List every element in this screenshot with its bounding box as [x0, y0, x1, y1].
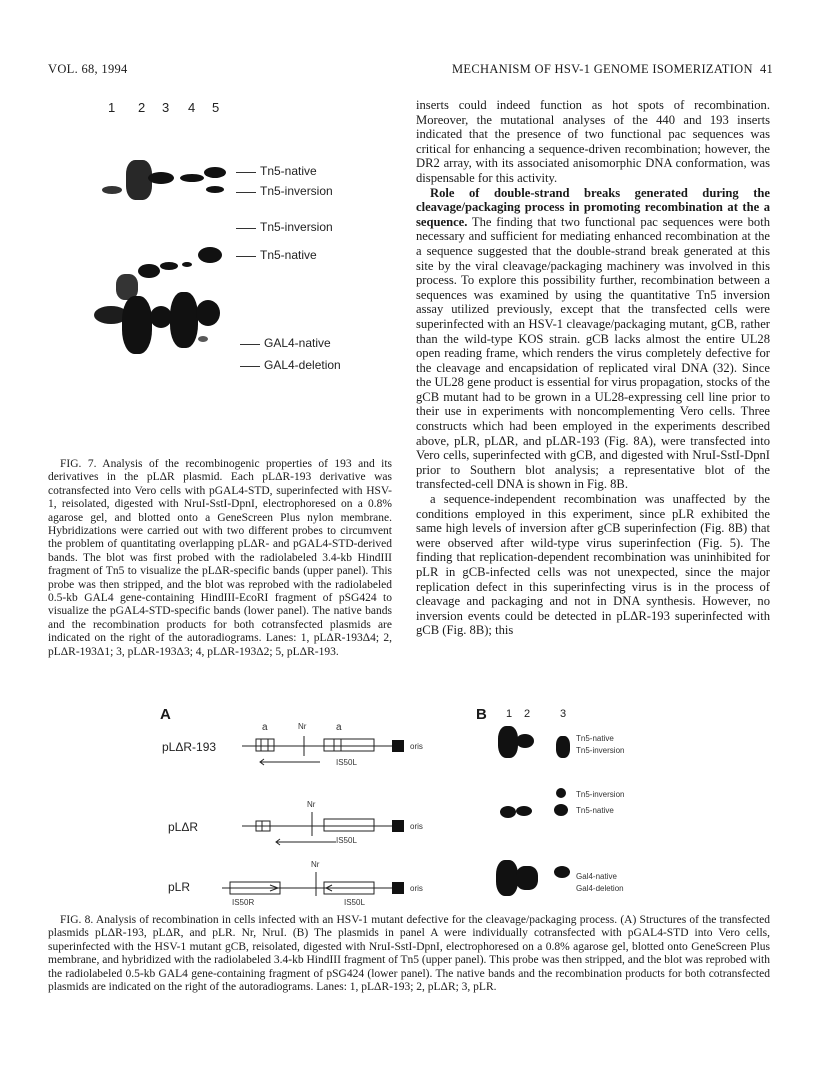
fig8-panel-b-letter: B [476, 706, 487, 723]
paragraph-2 [416, 186, 770, 492]
gel-band [516, 734, 534, 748]
fig7-label-tick [240, 366, 260, 367]
construct-label-pldr: pLΔR [168, 820, 199, 834]
construct-label-plr: pLR [168, 880, 191, 894]
fig8-constructs-diagram [160, 708, 450, 908]
fig7-label-tick [240, 344, 260, 345]
gel-band [138, 264, 160, 278]
gel-band [182, 262, 192, 267]
gel-band [204, 167, 226, 178]
gel-band [180, 174, 204, 182]
is50l-label: IS50L [336, 836, 357, 845]
fig8-label-tn5-inversion-1: Tn5-inversion [576, 746, 625, 755]
paragraph-3: a sequence-independent recombination was unaffected by the conditions employed in this experiment, since pLR exhibited the same high levels of inversion after gCB superinfection (Fig. 8B) that were observed after wild-type virus superinfection (Fig. 5). The finding that replication-dependent recombination was uninhibited for pLR in gCB-infected cells was not unexpected, since the major replication defect in this superinfecting virus is in the process of cleavage and packaging and not in DNA synthesis. However, no inversion events could be detected in pLΔR-193 superinfected with gCB (Fig. 8B); this [416, 492, 770, 638]
gel-band [102, 186, 122, 194]
gel-band [516, 866, 538, 890]
fig7-label-gal4-native: GAL4-native [264, 336, 331, 350]
is50r-label: IS50R [232, 898, 255, 907]
fig7-caption-label: FIG. 7. [60, 458, 97, 470]
fig8-lane-1: 1 [506, 708, 513, 720]
gel-band [198, 336, 208, 342]
fig7-label-tn5-inversion-mid: Tn5-inversion [260, 220, 333, 234]
nrui-site-label: Nr [307, 800, 316, 809]
gel-band [496, 860, 518, 896]
fig8-lane-3: 3 [560, 708, 567, 720]
fig7-label-tn5-native-mid: Tn5-native [260, 248, 317, 262]
fig8-label-gal4-native: Gal4-native [576, 872, 617, 881]
fig7-lane-5: 5 [212, 100, 220, 115]
gel-band [556, 788, 566, 798]
fig7-label-tick [236, 256, 256, 257]
fig8-caption-text: Analysis of recombination in cells infected with an HSV-1 mutant defective for the cleavage/packaging process. (A) Structures of the transfected plasmids pLΔR-193, pLΔR, and pLR. Nr, NruI. (B) The plasmids in panel A were individually cotransfected with pGAL4-STD into Vero cells, superinfected with the HSV-1 mutant gCB, reisolated, digested with NruI-SstI-DpnI, electrophoresed on a 0.8% agarose gel, blotted onto GeneScreen Plus membrane, and hybridized with the radiolabeled 3.4-kb HindIII fragment of Tn5 (upper panel). This probe was then stripped, and the blot was reprobed with the radiolabeled 0.5-kb GAL4 gene-containing fragment of pSG424 (lower panel). The native bands and the recombination products for both cotransfected plasmids are indicated on the right of the autoradiograms. Lanes: 1, pLΔR-193; 2, pLΔR; 3, pLR. [48, 914, 770, 994]
fig7-label-tick [236, 192, 256, 193]
running-header-title: MECHANISM OF HSV-1 GENOME ISOMERIZATION [452, 62, 753, 76]
construct-label-pldr193: pLΔR-193 [162, 740, 217, 754]
oris-label: oris [410, 884, 423, 893]
paragraph-1: inserts could indeed function as hot spots of recombination. Moreover, the mutational analyses of the 440 and 193 inserts indicated that the presence of two functional pac sequences was critical for enhancing a sequence-driven recombination; however, the DR2 array, with its associated anisomorphic DNA conformation, was dispensable for this activity. [416, 98, 770, 185]
fig7-label-tick [236, 172, 256, 173]
gel-band [498, 726, 518, 758]
fig7-label-tick [236, 228, 256, 229]
gel-band [554, 804, 568, 816]
gel-band [554, 866, 570, 878]
gel-band [170, 292, 198, 348]
fig7-caption [48, 458, 392, 659]
fig7-lane-1: 1 [108, 100, 116, 115]
gel-band [516, 806, 532, 816]
fig8-label-tn5-inversion-2: Tn5-inversion [576, 790, 625, 799]
fig7-lane-3: 3 [162, 100, 170, 115]
gel-band [122, 296, 152, 354]
fig7-caption-text: Analysis of the recombinogenic properties of 193 and its derivatives in the pLΔR plasmid. Each pLΔR-193 derivative was cotransfected into Vero cells with pGAL4-STD, superinfected with HSV-1, reisolated, digested with NruI-SstI-DpnI, electrophoresed on a 0.8% agarose gel, and blotted onto a GeneScreen Plus nylon membrane. Hybridizations were carried out with two different probes to circumvent the problem of quantitating overlapping pLΔR- and pGAL4-STD-derived bands. The blot was first probed with the radiolabeled 3.4-kb HindIII fragment of Tn5 to visualize the pLΔR-specific bands (upper panel). This probe was then stripped, and the blot was reprobed with the radiolabeled 0.5-kb GAL4 gene-containing HindIII-EcoRI fragment of pSG424 to visualize the pGAL4-STD-specific bands (lower panel). The native bands and the recombination products for both cotransfected plasmids are indicated on the right of the autoradiograms. Lanes: 1, pLΔR-193Δ4; 2, pLΔR-193Δ1; 3, pLΔR-193Δ3; 4, pLΔR-193Δ2; 5, pLΔR-193. [48, 458, 392, 658]
fig8-lane-2: 2 [524, 708, 531, 720]
fig7-gel-image [88, 100, 408, 405]
fig8-panel-a-letter: A [160, 706, 171, 723]
is50l-label: IS50L [344, 898, 365, 907]
right-column-text [416, 98, 770, 638]
running-header-volume: VOL. 68, 1994 [48, 62, 128, 76]
section-heading: Role of double-strand breaks generated during the cleavage/packaging process in promoting recombination at the a sequence. [416, 185, 770, 229]
page-number: 41 [760, 62, 774, 76]
fig8-caption-label: FIG. 8. [60, 914, 94, 926]
a-sequence-label: a [262, 722, 268, 733]
fig8-label-tn5-native-1: Tn5-native [576, 734, 614, 743]
fig8-panel-b [476, 708, 696, 908]
is50l-label: IS50L [336, 758, 357, 767]
gel-band [150, 306, 172, 328]
a-sequence-label: a [336, 722, 342, 733]
fig8-caption [48, 914, 770, 994]
gel-band [206, 186, 224, 193]
fig8-label-tn5-native-2: Tn5-native [576, 806, 614, 815]
oris-label: oris [410, 742, 423, 751]
fig7-label-tn5-inversion-top: Tn5-inversion [260, 184, 333, 198]
nrui-site-label: Nr [298, 722, 307, 731]
paragraph-2-body: The finding that two functional pac sequences were both necessary and sufficient for mediating enhanced recombination at the a sequence suggested that the double-strand break generated at this site by the viral cleavage/packaging machinery was involved in this process. To explore this possibility further, recombination between a sequences was examined by using the quantitative Tn5 inversion assay utilized previously, except that the transfected cells were superinfected with an HSV-1 cleavage/packaging mutant, gCB, rather than the wild-type KOS strain. gCB lacks almost the entire UL28 open reading frame, which renders the virus completely defective for the cleavage and encapsidation of replicated viral DNA (32). Since the UL28 gene product is essential for virus propagation, stocks of the gCB mutant had to be grown in a UL28-expressing cell line prior to their use in experiments with noncomplementing Vero cells. Three constructs which had been employed in the experiments described above, pLR, pLΔR, and pLΔR-193 (Fig. 8A), were transfected into Vero cells, superinfected with gCB, and digested with NruI-SstI-DpnI prior to Southern blot analysis; a representative blot of the transfected-cell DNA is shown in Fig. 8B. [416, 214, 770, 492]
nrui-site-label: Nr [311, 860, 320, 869]
gel-band [148, 172, 174, 184]
fig7-lane-2: 2 [138, 100, 146, 115]
fig7-lane-4: 4 [188, 100, 196, 115]
gel-band [198, 247, 222, 263]
gel-band [160, 262, 178, 270]
gel-band [196, 300, 220, 326]
fig7-label-gal4-deletion: GAL4-deletion [264, 358, 341, 372]
gel-band [556, 736, 570, 758]
fig8-label-gal4-deletion: Gal4-deletion [576, 884, 624, 893]
fig8-panel-a [160, 708, 450, 908]
oris-label: oris [410, 822, 423, 831]
gel-band [500, 806, 516, 818]
fig7-label-tn5-native-top: Tn5-native [260, 164, 317, 178]
